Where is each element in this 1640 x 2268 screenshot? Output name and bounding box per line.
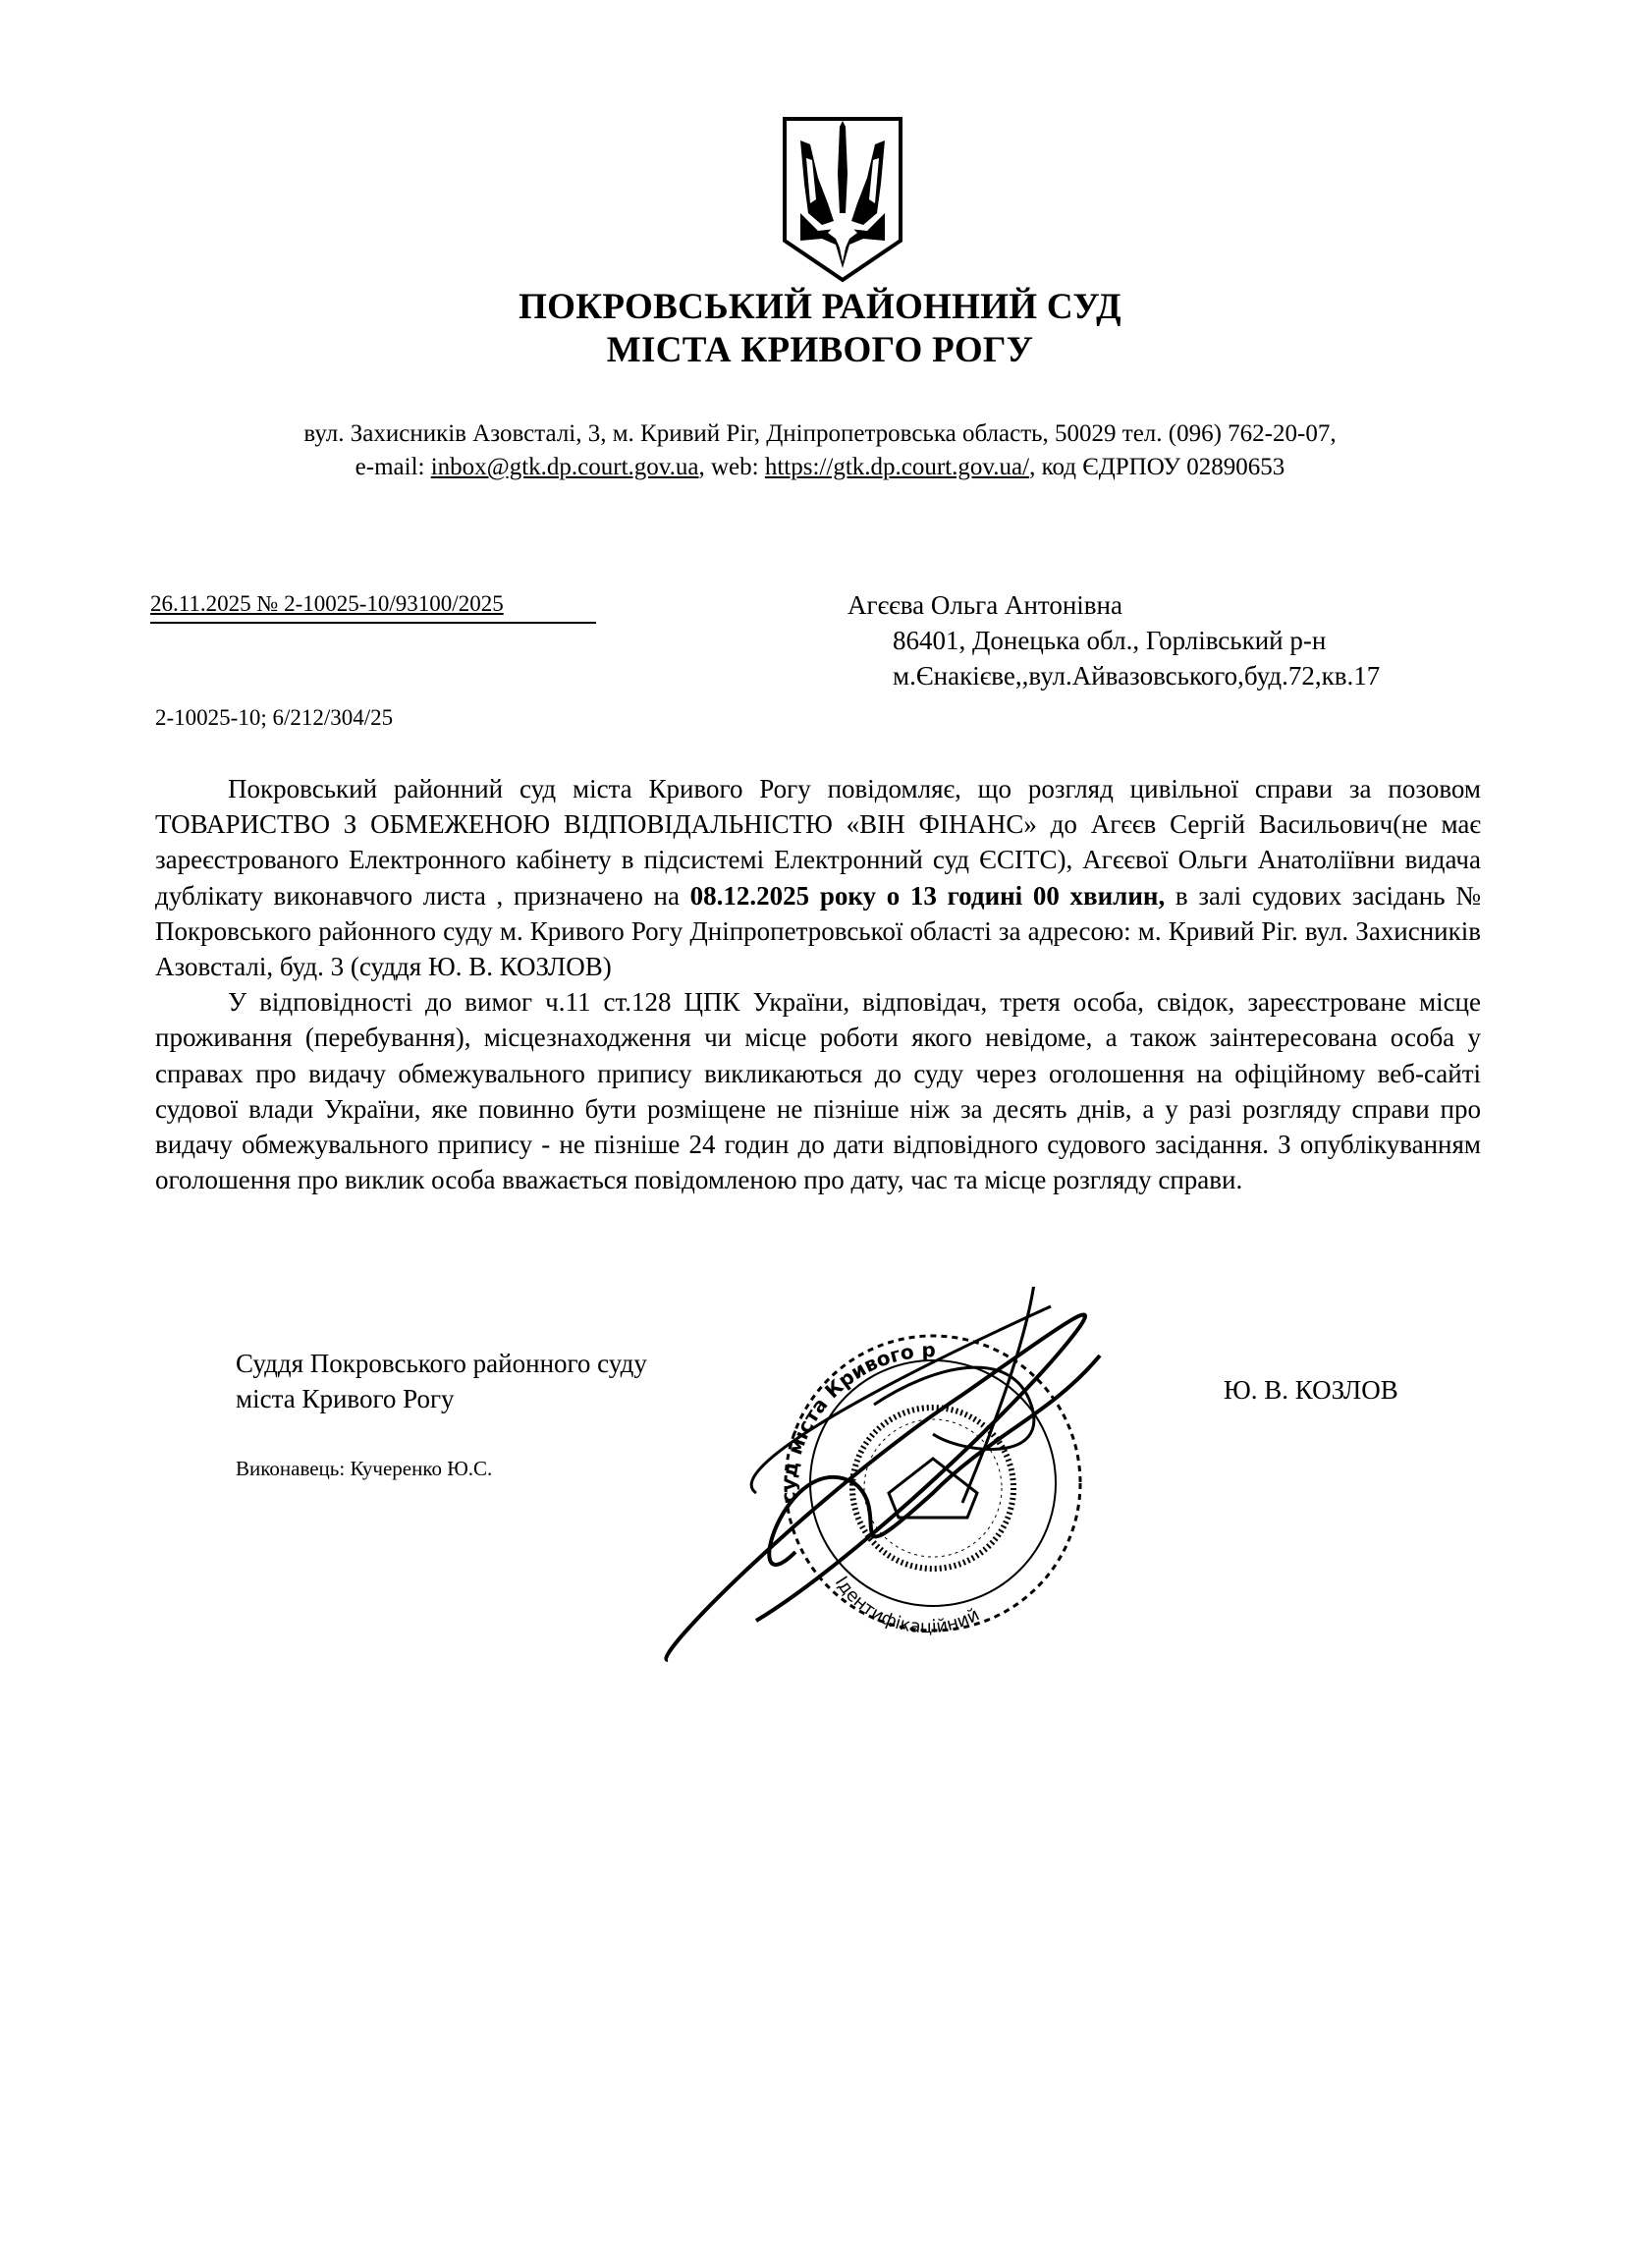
notice-body [155,771,1481,1197]
paragraph-1-text: Покровський районний суд міста Кривого Рогу повідомляє, що розгляд цивільної справи за позовом ТОВАРИСТВО З ОБМЕЖЕНОЮ ВІДПОВІДАЛЬНІСТЮ «ВІН ФІНАНС» до Агєєв Сергій Васильович(не має зареєстрованого Електронного кабінету в підсистемі Електронний суд ЄСІТС), Агєєвої Ольги Анатоліївни видача дублікату виконавчого листа , призначено на [155,774,1481,911]
judge-name: Ю. В. КОЗЛОВ [1224,1375,1398,1405]
email-label: e-mail: [355,454,431,480]
recipient-block [847,587,1380,693]
recipient-name: Агєєва Ольга Антонівна [847,590,1122,620]
court-contacts [0,451,1640,484]
position-line1: Суддя Покровського районного суду [236,1349,647,1378]
signatory-position [236,1346,647,1416]
recipient-address-line2: м.Єнакієве,,вул.Айвазовського,буд.72,кв.17 [893,661,1381,691]
trident-emblem-icon [779,115,906,284]
paragraph-1-text-end: в залі судових засідань № Покровського районного суду м. Кривого Рогу Дніпропетровської області за адресою: м. Кривий Ріг. вул. Захисників Азовсталі, буд. 3 (суддя Ю. В. КОЗЛОВ) [155,880,1481,982]
edrpou-code: , код ЄДРПОУ 02890653 [1029,454,1285,480]
recipient-address-line1: 86401, Донецька обл., Горлівський р-н [893,626,1327,655]
seal-text-top: суд міста Кривого р [776,1338,937,1504]
notice-paragraph-2: У відповідності до вимог ч.11 ст.128 ЦПК України, відповідач, третя особа, свідок, зареєстроване місце проживання (перебування), місцезнаходження чи місце роботи якого невідоме, а також заінтересована особа у справах про видачу обмежувального припису викликаються до суду через оголошення на офіційному веб-сайті судової влади України, яке повинно бути розміщене не пізніше ніж за десять днів, а у разі розгляду справи про видачу обмежувального припису - не пізніше 24 годин до дати відповідного судового засідання. З опублікуванням оголошення про виклик особа вважається повідомленою про дату, час та місце розгляду справи. [155,987,1481,1195]
court-name-line1: ПОКРОВСЬКИЙ РАЙОННИЙ СУД [519,287,1121,327]
position-line2: міста Кривого Рогу [236,1384,455,1413]
outgoing-number: 26.11.2025 № 2-10025-10/93100/2025 [150,591,504,616]
web-label: , web: [698,454,765,480]
court-name-line2: МІСТА КРИВОГО РОГУ [606,330,1034,370]
seal-text-bottom: Ідентифікаційний [830,1573,983,1638]
outgoing-number-underline [150,622,596,624]
notice-paragraph-1 [155,771,1481,984]
court-seal-icon [638,1287,1149,1680]
web-link[interactable]: https://gtk.dp.court.gov.ua/ [764,454,1030,480]
email-link[interactable]: inbox@gtk.dp.court.gov.ua [430,454,699,480]
hearing-datetime: 08.12.2025 року о 13 годині 00 хвилин, [689,880,1166,911]
executor: Виконавець: Кучеренко Ю.С. [236,1457,493,1480]
case-reference: 2-10025-10; 6/212/304/25 [155,705,394,730]
court-address: вул. Захисників Азовсталі, 3, м. Кривий Ріг, Дніпропетровська область, 50029 тел. (096) 762-20-07, [303,420,1337,447]
